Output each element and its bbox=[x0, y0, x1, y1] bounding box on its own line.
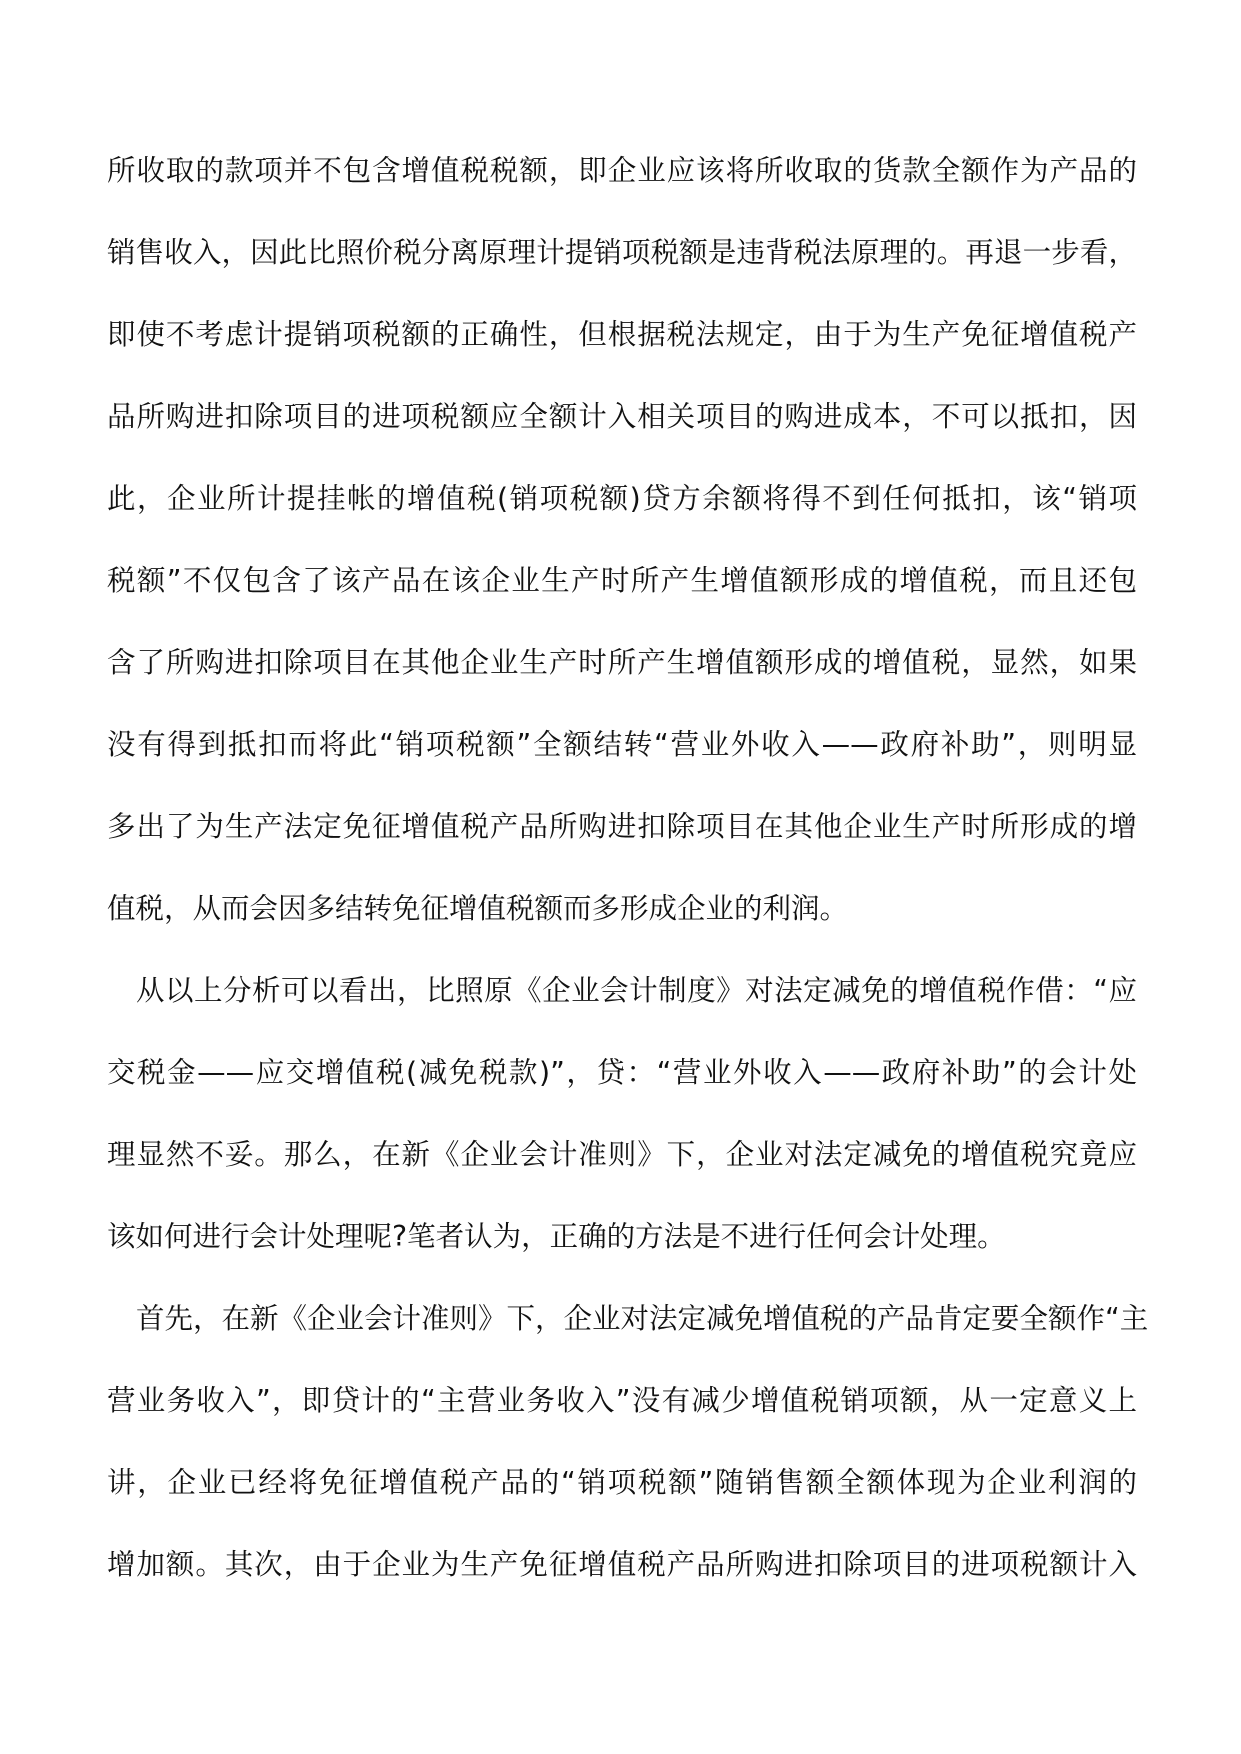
text-line: 即使不考虑计提销项税额的正确性，但根据税法规定，由于为生产免征增值税产 bbox=[107, 318, 1137, 351]
document-page bbox=[107, 150, 1149, 1626]
text-line: 含了所购进扣除项目在其他企业生产时所产生增值额形成的增值税，显然，如果 bbox=[107, 646, 1137, 679]
text-line: 所收取的款项并不包含增值税税额，即企业应该将所收取的货款全额作为产品的 bbox=[107, 154, 1137, 187]
text-line: 首先，在新《企业会计准则》下，企业对法定减免增值税的产品肯定要全额作“主 bbox=[136, 1302, 1149, 1335]
text-line: 讲，企业已经将免征增值税产品的“销项税额”随销售额全额体现为企业利润的 bbox=[107, 1466, 1137, 1499]
text-line: 值税，从而会因多结转免征增值税额而多形成企业的利润。 bbox=[107, 892, 849, 925]
text-line: 没有得到抵扣而将此“销项税额”全额结转“营业外收入——政府补助”，则明显 bbox=[107, 728, 1137, 761]
text-line: 营业务收入”，即贷计的“主营业务收入”没有减少增值税销项额，从一定意义上 bbox=[107, 1384, 1137, 1417]
text-line: 交税金——应交增值税(减免税款)”，贷：“营业外收入——政府补助”的会计处 bbox=[107, 1056, 1137, 1089]
text-line: 多出了为生产法定免征增值税产品所购进扣除项目在其他企业生产时所形成的增 bbox=[107, 810, 1137, 843]
text-line: 理显然不妥。那么，在新《企业会计准则》下，企业对法定减免的增值税究竟应 bbox=[107, 1138, 1137, 1171]
text-line: 销售收入，因此比照价税分离原理计提销项税额是违背税法原理的。再退一步看， bbox=[107, 236, 1137, 269]
text-line: 税额”不仅包含了该产品在该企业生产时所产生增值额形成的增值税，而且还包 bbox=[107, 564, 1137, 597]
text-line: 该如何进行会计处理呢?笔者认为，正确的方法是不进行任何会计处理。 bbox=[107, 1220, 1006, 1253]
text-line: 增加额。其次，由于企业为生产免征增值税产品所购进扣除项目的进项税额计入 bbox=[107, 1548, 1137, 1581]
text-line: 此，企业所计提挂帐的增值税(销项税额)贷方余额将得不到任何抵扣，该“销项 bbox=[107, 482, 1137, 515]
text-line: 品所购进扣除项目的进项税额应全额计入相关项目的购进成本，不可以抵扣，因 bbox=[107, 400, 1137, 433]
text-line: 从以上分析可以看出，比照原《企业会计制度》对法定减免的增值税作借：“应 bbox=[136, 974, 1137, 1007]
